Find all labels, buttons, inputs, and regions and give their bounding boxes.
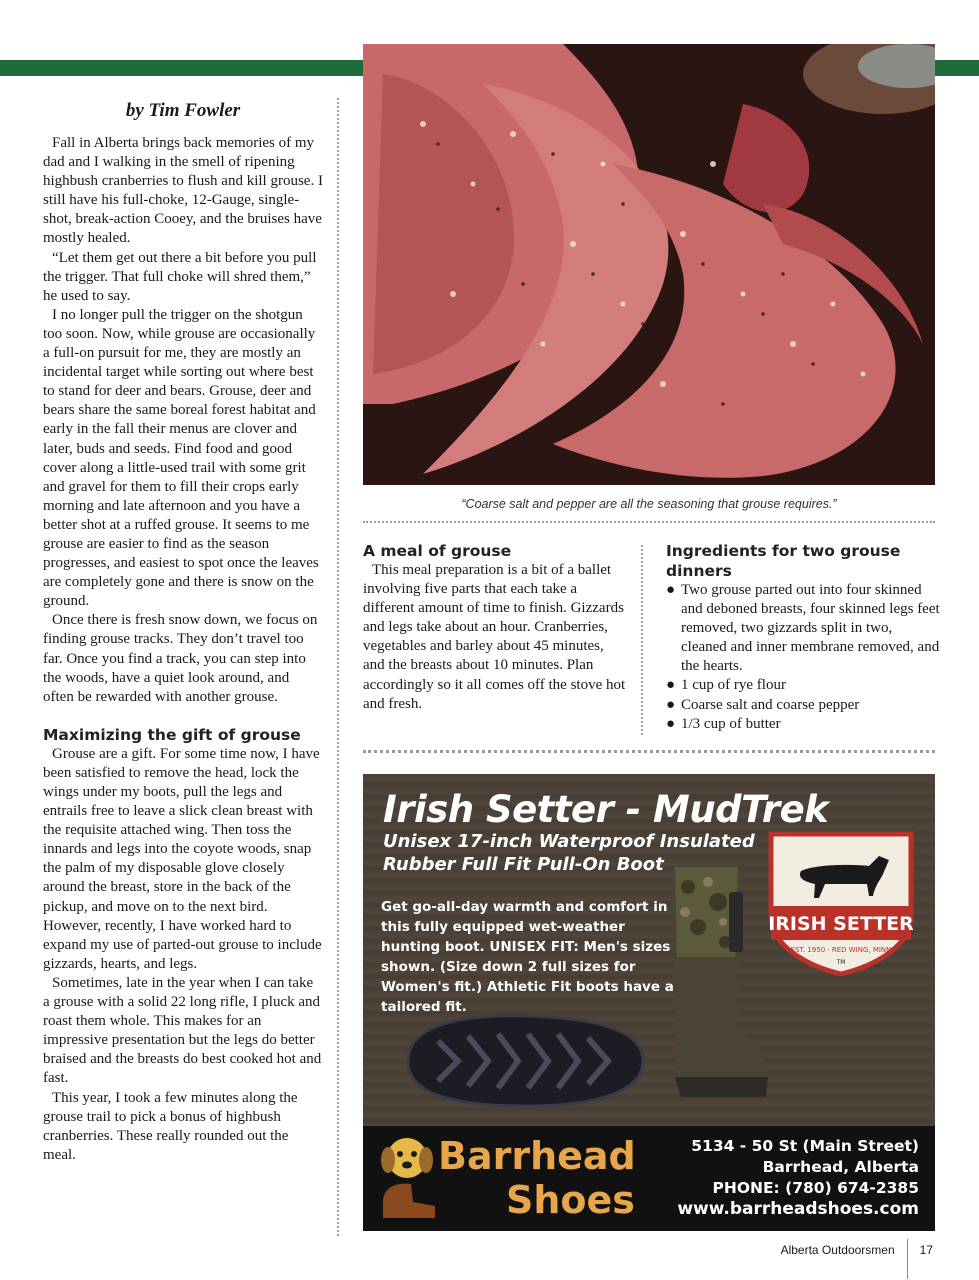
caption-divider: [363, 521, 935, 523]
ingredients-list: [666, 581, 941, 734]
byline: by Tim Fowler: [125, 100, 241, 121]
paragraph: “Let them get out there a bit before you pull the trigger. That full choke will shred them,” he used to say.: [43, 249, 317, 304]
grouse-photo: [363, 44, 935, 485]
logo-tagline: EST. 1950 · RED WING, MINN: [790, 946, 892, 954]
paragraph: This meal preparation is a bit of a ballet involving five parts that each take a different amount of time to finish. Gizzards and legs take about an hour. Cranberries, vegetables and barley about 45 minutes, and the breasts about 10 minutes. Plan accordingly so it all comes off the stove hot and fresh.: [363, 562, 626, 712]
article-column: [43, 100, 323, 1165]
logo-trademark: TM: [836, 959, 846, 966]
paragraph: Sometimes, late in the year when I can take a grouse with a solid 22 long rifle, I pluck and roast them whole. This makes for an impressive presentation but the legs do better braised and the breasts do best cooked hot and fast.: [43, 974, 322, 1087]
store-city: Barrhead, Alberta: [762, 1158, 919, 1176]
meal-box: [363, 541, 628, 714]
bullet-icon: ●: [666, 696, 676, 713]
store-banner: [363, 1126, 935, 1231]
article-intro: [43, 134, 323, 707]
paragraph: This year, I took a few minutes along the grouse trail to pick a bonus of highbush cranberries. These really rounded out the meal.: [43, 1089, 298, 1163]
paragraph: Fall in Alberta brings back memories of my dad and I walking in the smell of ripening highbush cranberries to flush and kill grouse. I still have his full-choke, 12-Gauge, single-shot, break-action Cooey, and the bruises have mostly healed.: [43, 135, 323, 247]
store-website: www.barrheadshoes.com: [677, 1199, 919, 1219]
irish-setter-logo: [765, 826, 917, 976]
logo-text: IRISH SETTER: [768, 913, 914, 935]
store-phone: PHONE: (780) 674-2385: [712, 1179, 919, 1197]
list-item: ● 1/3 cup of butter: [666, 715, 941, 734]
boot-image: [663, 862, 773, 1102]
photo-caption: “Coarse salt and pepper are all the seasoning that grouse requires.”: [461, 497, 837, 511]
paragraph: Grouse are a gift. For some time now, I have been satisfied to remove the head, lock the wings under my boots, pull the legs and entrails free to leave a slick clean breast with the requisite attached wing. Then toss the innards and legs into the coyote woods, snap the palm of my disposable glove closely around the breast, store in the back of the pickup, and move on to the next bird. However, recently, I have worked hard to expand my use of parted-out grouse to include gizzards, hearts, and legs.: [43, 745, 322, 972]
paragraph: I no longer pull the trigger on the shotgun too soon. Now, while grouse are occasionally a full-on pursuit for me, they are mostly an incidental target while sorting out where best to stand for deer and bears. Grouse, deer and bears share the same boreal forest habitat and early in the fall their menus are clover and later, buds and seeds. Find food and good cover along a little-used trail with some grit and gravel for them to fill their crops early morning and late afternoon and you have a better shot at a ruffed grouse. It seems to me grouse are easier to find as the season progresses, and easiest to spot once the leaves are completely gone and there is snow on the ground.: [43, 306, 319, 610]
meal-body: [363, 561, 628, 714]
footer-divider: [907, 1239, 908, 1279]
bullet-icon: ●: [666, 582, 676, 598]
list-item: ● Two grouse parted out into four skinned and deboned breasts, four skinned legs feet removed, two gizzards split in two, cleaned and inner membrane removed, and the hearts.: [666, 582, 940, 675]
sidebar-divider: [641, 545, 643, 735]
publication-name: Alberta Outdoorsmen: [780, 1243, 895, 1257]
meal-heading: A meal of grouse: [363, 542, 512, 560]
list-item: ● 1 cup of rye flour: [666, 676, 941, 695]
ingredients-box: [666, 541, 941, 734]
list-item: ● Coarse salt and coarse pepper: [666, 696, 941, 715]
store-contact: [677, 1136, 919, 1220]
store-name-line-1: Barrhead: [438, 1134, 636, 1178]
boot-sole-image: [398, 1006, 648, 1116]
boot-advertisement: [363, 774, 935, 1231]
ad-title: Irish Setter - MudTrek: [383, 788, 829, 831]
bullet-icon: ●: [666, 677, 676, 694]
section-heading: Maximizing the gift of grouse: [43, 725, 301, 744]
store-mascot-icon: [377, 1132, 437, 1224]
ad-description: Get go-all-day warmth and comfort in this fully equipped wet-weather hunting boot. UNISEX FIT: Men's sizes shown. (Size down 2 full sizes for Women's fit.) Athletic Fit boots have a tailored fit.: [381, 899, 674, 1015]
page-number: 17: [919, 1243, 933, 1257]
ingredients-heading: Ingredients for two grouse dinners: [666, 542, 901, 580]
column-divider: [337, 98, 339, 1236]
article-section-2: [43, 745, 323, 1165]
store-address: 5134 - 50 St (Main Street): [691, 1137, 919, 1155]
ad-subtitle: Unisex 17-inch Waterproof Insulated Rubber Full Fit Pull-On Boot: [383, 831, 755, 875]
store-name-line-2: Shoes: [506, 1178, 635, 1222]
paragraph: Once there is fresh snow down, we focus on finding grouse tracks. They don’t travel too far. Once you find a track, you can step into the woods, have a quiet look around, and often be rewarded with another grouse.: [43, 612, 318, 705]
bullet-icon: ●: [666, 715, 676, 732]
page-footer: [781, 1243, 933, 1279]
ad-divider: [363, 750, 935, 753]
store-name: [438, 1134, 636, 1222]
